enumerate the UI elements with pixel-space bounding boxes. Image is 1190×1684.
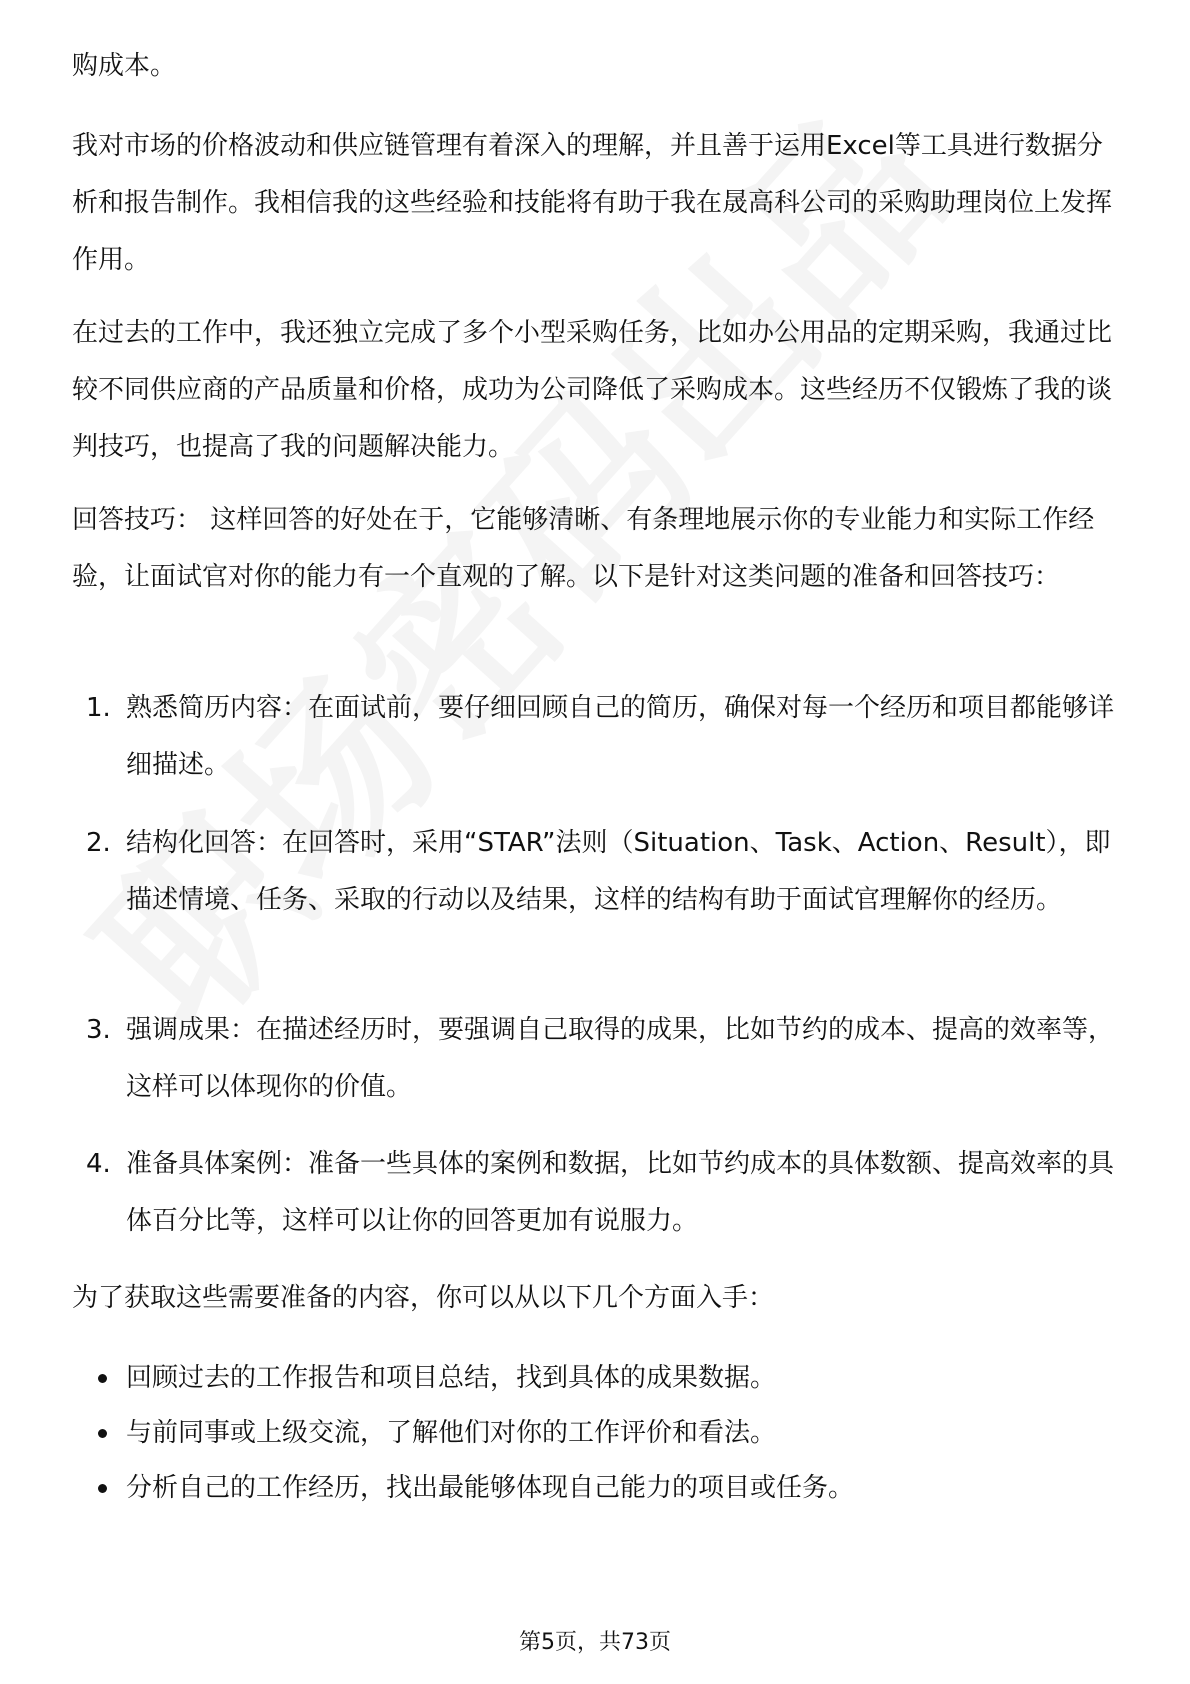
paragraph-answer-tips: 回答技巧： 这样回答的好处在于，它能够清晰、有条理地展示你的专业能力和实际工作经验，让面试官对你的能力有一个直观的了解。以下是针对这类问题的准备和回答技巧：: [72, 505, 1095, 592]
list-number: 3.: [86, 1015, 111, 1045]
page-footer: 第5页，共73页: [519, 1630, 671, 1655]
paragraph-continuation: 购成本。: [72, 51, 177, 81]
list-number: 4.: [86, 1149, 111, 1179]
list-item-text: 强调成果：在描述经历时，要强调自己取得的成果，比如节约的成本、提高的效率等，这样可以体现你的价值。: [126, 1015, 1115, 1102]
list-item-text: 准备具体案例：准备一些具体的案例和数据，比如节约成本的具体数额、提高效率的具体百分比等，这样可以让你的回答更加有说服力。: [126, 1149, 1115, 1236]
list-number: 2.: [86, 828, 111, 858]
list-number: 1.: [86, 693, 111, 723]
bullet-icon: [98, 1484, 107, 1493]
list-item-text: 回顾过去的工作报告和项目总结，找到具体的成果数据。: [126, 1363, 777, 1393]
paragraph-skills: 我对市场的价格波动和供应链管理有着深入的理解，并且善于运用Excel等工具进行数据分析和报告制作。我相信我的这些经验和技能将有助于我在晟高科公司的采购助理岗位上发挥作用。: [72, 131, 1113, 275]
list-item-text: 分析自己的工作经历，找出最能够体现自己能力的项目或任务。: [126, 1473, 855, 1503]
paragraph-sources-intro: 为了获取这些需要准备的内容，你可以从以下几个方面入手：: [72, 1283, 775, 1313]
list-item-text: 结构化回答：在回答时，采用“STAR”法则（Situation、Task、Action、Result），即描述情境、任务、采取的行动以及结果，这样的结构有助于面试官理解你的经历。: [126, 828, 1111, 915]
list-item-text: 熟悉简历内容：在面试前，要仔细回顾自己的简历，确保对每一个经历和项目都能够详细描述。: [126, 693, 1115, 780]
list-item-text: 与前同事或上级交流，了解他们对你的工作评价和看法。: [126, 1418, 777, 1448]
paragraph-experience: 在过去的工作中，我还独立完成了多个小型采购任务，比如办公用品的定期采购，我通过比较不同供应商的产品质量和价格，成功为公司降低了采购成本。这些经历不仅锻炼了我的谈判技巧，也提高了我的问题解决能力。: [72, 318, 1113, 462]
bullet-icon: [98, 1374, 107, 1383]
bullet-icon: [98, 1429, 107, 1438]
